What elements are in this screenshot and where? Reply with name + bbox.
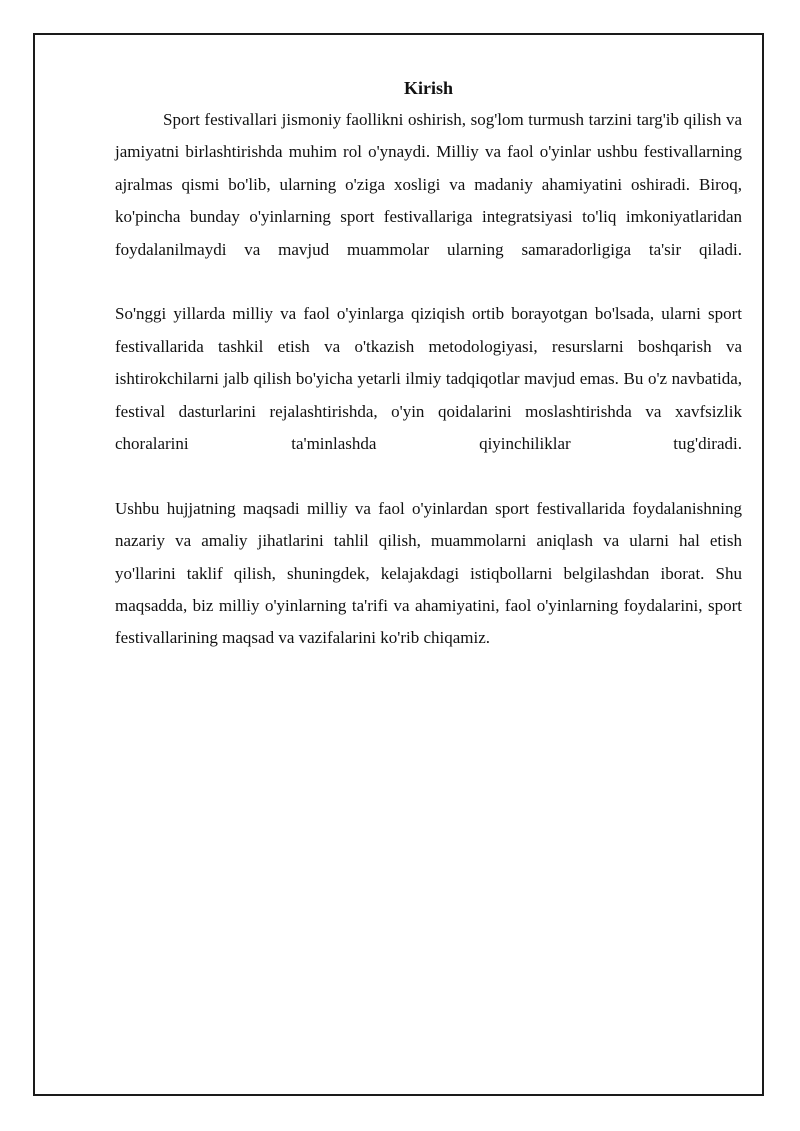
paragraph-spacer	[115, 460, 742, 492]
document-body	[115, 76, 742, 655]
paragraph-spacer	[115, 266, 742, 298]
paragraph-1: Sport festivallari jismoniy faollikni oshirish, sog'lom turmush tarzini targ'ib qilish va jamiyatni birlashtirishda muhim rol o'ynaydi. Milliy va faol o'yinlar ushbu festivallarning ajralmas qismi bo'lib, ularning o'ziga xosligi va madaniy ahamiyatini oshiradi. Biroq, ko'pincha bunday o'yinlarning sport festivallariga integratsiyasi to'liq imkoniyatlaridan foydalanilmaydi va mavjud muammolar ularning samaradorligiga ta'sir qiladi.	[115, 110, 742, 259]
paragraph-3: Ushbu hujjatning maqsadi milliy va faol o'yinlardan sport festivallarida foydalanishning nazariy va amaliy jihatlarini tahlil qilish, muammolarni aniqlash va ularni hal etish yo'llarini taklif qilish, shuningdek, kelajakdagi istiqbollarni belgilashdan iborat. Shu maqsadda, biz milliy o'yinlarning ta'rifi va ahamiyatini, faol o'yinlarning foydalarini, sport festivallarining maqsad va vazifalarini ko'rib chiqamiz.	[115, 498, 742, 648]
paragraph-2: So'nggi yillarda milliy va faol o'yinlarga qiziqish ortib borayotgan bo'lsada, ularni sport festivallarida tashkil etish va o'tkazish metodologiyasi, resurslarni boshqarish va ishtirokchilarni jalb qilish bo'yicha yetarli ilmiy tadqiqotlar mavjud emas. Bu o'z navbatida, festival dasturlarini rejalashtirishda, o'yin qoidalarini moslashtirishda va xavfsizlik choralarini ta'minlashda qiyinchiliklar tug'diradi.	[115, 304, 742, 454]
document-title: Kirish	[403, 78, 453, 98]
